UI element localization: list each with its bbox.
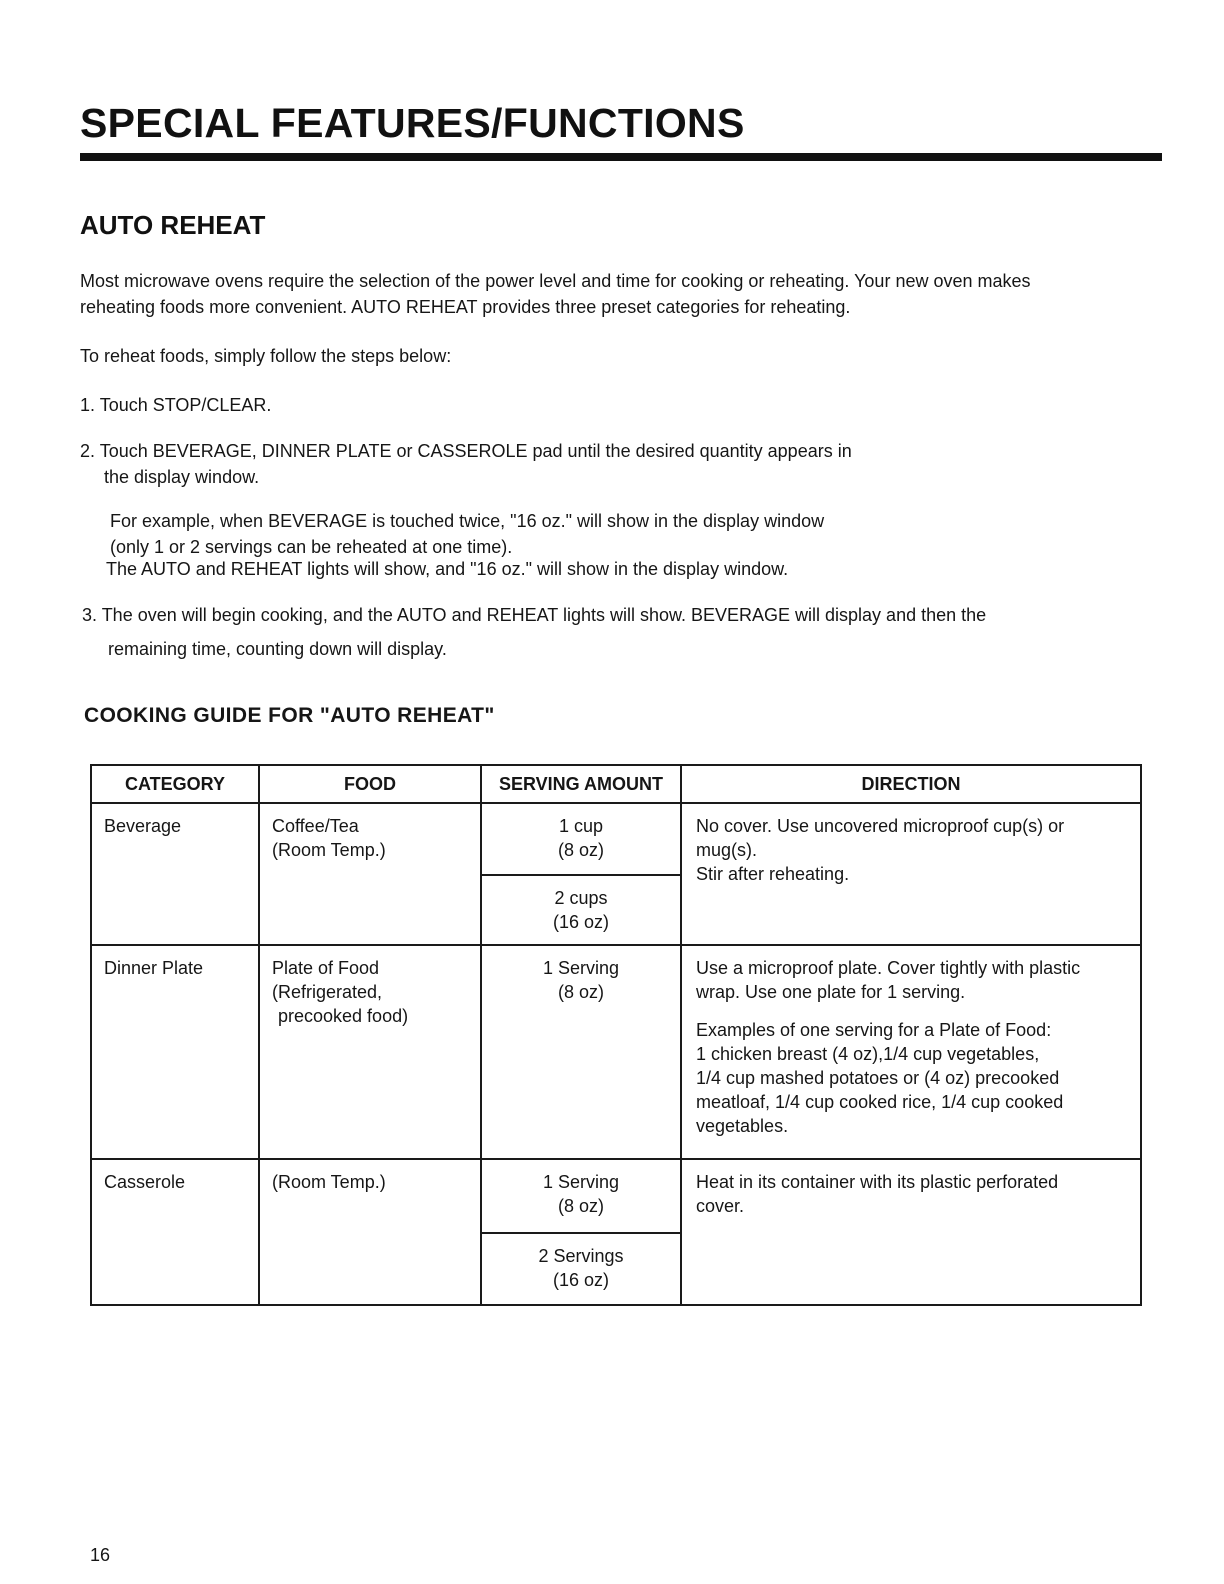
food-line: precooked food): [278, 1006, 409, 1026]
cooking-guide-table: [90, 764, 1142, 1306]
direction-line: No cover. Use uncovered microproof cup(s) or: [696, 816, 1065, 836]
serving-amount: 2 Servings: [538, 1246, 624, 1266]
serving-cell: [481, 945, 681, 1159]
category-cell: [91, 803, 259, 945]
step-2: 2. Touch BEVERAGE, DINNER PLATE or CASSEROLE pad until the desired quantity appears in: [80, 441, 852, 461]
direction-example-line: Examples of one serving for a Plate of Food:: [696, 1020, 1052, 1040]
column-header: SERVING AMOUNT: [481, 765, 681, 803]
serving-weight: (8 oz): [557, 982, 604, 1002]
serving-cell: [481, 803, 681, 875]
table-row: [91, 945, 1141, 1159]
food-line: (Room Temp.): [272, 1172, 386, 1192]
serving-weight: (8 oz): [557, 1196, 604, 1216]
example-text: For example, when BEVERAGE is touched twice, "16 oz." will show in the display window: [110, 511, 825, 531]
direction-example-line: 1 chicken breast (4 oz),1/4 cup vegetables,: [696, 1044, 1040, 1064]
guide-heading: COOKING GUIDE FOR "AUTO REHEAT": [84, 704, 495, 727]
table-header-row: [91, 765, 1141, 803]
food-cell: [259, 803, 481, 945]
section-heading: AUTO REHEAT: [80, 210, 266, 240]
column-header: DIRECTION: [681, 765, 1141, 803]
food-cell: [259, 1159, 481, 1305]
food-line: Plate of Food: [272, 958, 380, 978]
direction-example-line: 1/4 cup mashed potatoes or (4 oz) precooked: [696, 1068, 1060, 1088]
direction-example-line: meatloaf, 1/4 cup cooked rice, 1/4 cup cooked: [696, 1092, 1064, 1112]
title-rule: [80, 153, 1162, 161]
food-cell: [259, 945, 481, 1159]
serving-amount: 2 cups: [554, 888, 608, 908]
serving-amount: 1 cup: [558, 816, 604, 836]
category-cell: [91, 1159, 259, 1305]
food-line: Coffee/Tea: [272, 816, 359, 836]
steps-lead: To reheat foods, simply follow the steps below:: [80, 346, 452, 366]
step-2-continued: the display window.: [104, 467, 260, 487]
column-header: CATEGORY: [91, 765, 259, 803]
food-line: (Refrigerated,: [272, 982, 383, 1002]
step-1: 1. Touch STOP/CLEAR.: [80, 395, 272, 415]
page-title: SPECIAL FEATURES/FUNCTIONS: [80, 100, 745, 146]
intro-text: Most microwave ovens require the selection of the power level and time for cooking or reheating. Your new oven makes: [80, 271, 1031, 291]
direction-line: Heat in its container with its plastic perforated: [696, 1172, 1059, 1192]
category-label: Beverage: [104, 816, 182, 836]
example-text: The AUTO and REHEAT lights will show, and "16 oz." will show in the display window.: [106, 559, 789, 579]
serving-cell: [481, 1159, 681, 1233]
direction-example-line: vegetables.: [696, 1116, 789, 1136]
direction-cell: [681, 1159, 1141, 1305]
category-label: Casserole: [104, 1172, 186, 1192]
category-cell: [91, 945, 259, 1159]
intro-text: reheating foods more convenient. AUTO REHEAT provides three preset categories for reheating.: [80, 297, 851, 317]
direction-line: wrap. Use one plate for 1 serving.: [696, 982, 966, 1002]
direction-line: mug(s).: [696, 840, 758, 860]
table-row: [91, 1159, 1141, 1233]
serving-weight: (16 oz): [552, 912, 610, 932]
category-label: Dinner Plate: [104, 958, 204, 978]
serving-weight: (8 oz): [557, 840, 604, 860]
example-text: (only 1 or 2 servings can be reheated at one time).: [110, 537, 513, 557]
serving-amount: 1 Serving: [542, 958, 620, 978]
serving-cell: [481, 875, 681, 945]
page-number: 16: [90, 1545, 111, 1565]
direction-line: cover.: [696, 1196, 745, 1216]
serving-amount: 1 Serving: [542, 1172, 620, 1192]
column-header: FOOD: [259, 765, 481, 803]
table-row: [91, 803, 1141, 875]
serving-cell: [481, 1233, 681, 1305]
serving-weight: (16 oz): [552, 1270, 610, 1290]
step-3-continued: remaining time, counting down will display.: [108, 639, 447, 659]
step-3: 3. The oven will begin cooking, and the AUTO and REHEAT lights will show. BEVERAGE will display and then the: [82, 605, 987, 625]
paragraph-gap: [696, 1004, 1126, 1018]
direction-cell: [681, 803, 1141, 945]
food-line: (Room Temp.): [272, 840, 386, 860]
direction-cell: [681, 945, 1141, 1159]
direction-line: Use a microproof plate. Cover tightly with plastic: [696, 958, 1081, 978]
direction-line: Stir after reheating.: [696, 864, 850, 884]
